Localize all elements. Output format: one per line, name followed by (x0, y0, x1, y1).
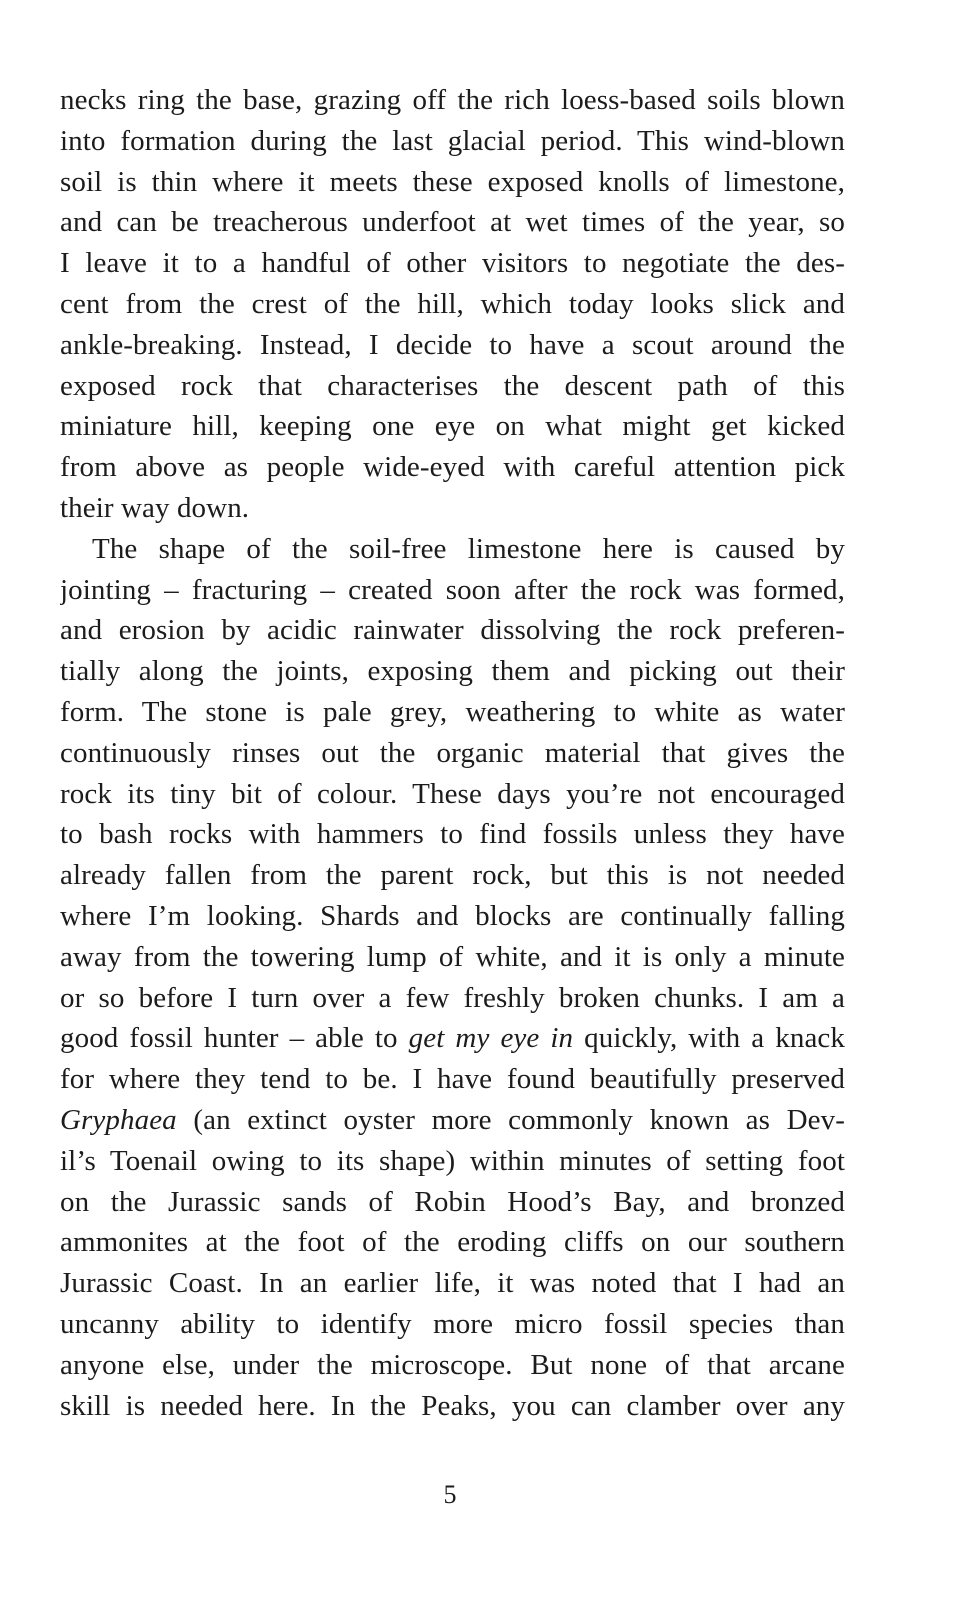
text-line: anyone else, under the microscope. But none of that arcane (60, 1348, 845, 1381)
text-line: miniature hill, keeping one eye on what might get kicked (60, 410, 845, 443)
text-line: necks ring the base, grazing off the rich loess-based soils blown (60, 84, 845, 116)
body-text (60, 80, 845, 1426)
text-line: ammonites at the foot of the eroding cliffs on our southern (60, 1226, 845, 1259)
text-line: jointing – fracturing – created soon after the rock was formed, (60, 573, 845, 606)
text-line: and erosion by acidic rainwater dissolving the rock preferen- (60, 614, 845, 647)
text-line (60, 1018, 845, 1059)
text-line: their way down. (60, 491, 250, 524)
text-line: exposed rock that characterises the descent path of this (60, 369, 845, 402)
text-line: il’s Toenail owing to its shape) within minutes of setting foot (60, 1144, 845, 1177)
text-line: where I’m looking. Shards and blocks are continually falling (60, 899, 845, 932)
text-line: on the Jurassic sands of Robin Hood’s Bay, and bronzed (60, 1185, 845, 1218)
text-line: Jurassic Coast. In an earlier life, it was noted that I had an (60, 1267, 845, 1300)
text-run: good fossil hunter – able to (60, 1022, 409, 1055)
text-line: form. The stone is pale grey, weathering to white as water (60, 695, 845, 728)
text-line: rock its tiny bit of colour. These days you’re not encouraged (60, 777, 845, 810)
text-line: away from the towering lump of white, and it is only a minute (60, 940, 845, 973)
text-line: or so before I turn over a few freshly broken chunks. I am a (60, 981, 845, 1014)
text-line: ankle-breaking. Instead, I decide to have a scout around the (60, 328, 845, 361)
text-line: from above as people wide-eyed with careful attention pick (60, 451, 845, 484)
text-run: quickly, with a knack (573, 1022, 845, 1055)
italic-phrase: get my eye in (408, 1022, 574, 1055)
text-line: skill is needed here. In the Peaks, you can clamber over any (60, 1389, 845, 1422)
text-line: into formation during the last glacial period. This wind-blown (60, 124, 845, 157)
text-line: tially along the joints, exposing them and picking out their (60, 655, 845, 688)
page-number: 5 (443, 1480, 457, 1509)
text-line: for where they tend to be. I have found beautifully preserved (60, 1063, 845, 1096)
text-line: I leave it to a handful of other visitors to negotiate the des- (60, 247, 845, 280)
text-line: already fallen from the parent rock, but this is not needed (60, 859, 845, 892)
text-line: uncanny ability to identify more micro fossil species than (60, 1307, 845, 1340)
text-line: to bash rocks with hammers to find fossils unless they have (60, 818, 845, 851)
paragraph-1 (60, 80, 845, 529)
italic-species-name: Gryphaea (60, 1103, 177, 1136)
text-line: soil is thin where it meets these exposed knolls of limestone, (60, 165, 845, 198)
text-line: The shape of the soil-free limestone here is caused by (92, 532, 845, 565)
text-line: cent from the crest of the hill, which today looks slick and (60, 287, 845, 320)
text-run: (an extinct oyster more commonly known as Dev- (176, 1103, 845, 1136)
text-line: continuously rinses out the organic material that gives the (60, 736, 845, 769)
paragraph-2 (60, 529, 845, 1427)
text-line: and can be treacherous underfoot at wet times of the year, so (60, 206, 845, 239)
text-line (60, 1100, 845, 1141)
